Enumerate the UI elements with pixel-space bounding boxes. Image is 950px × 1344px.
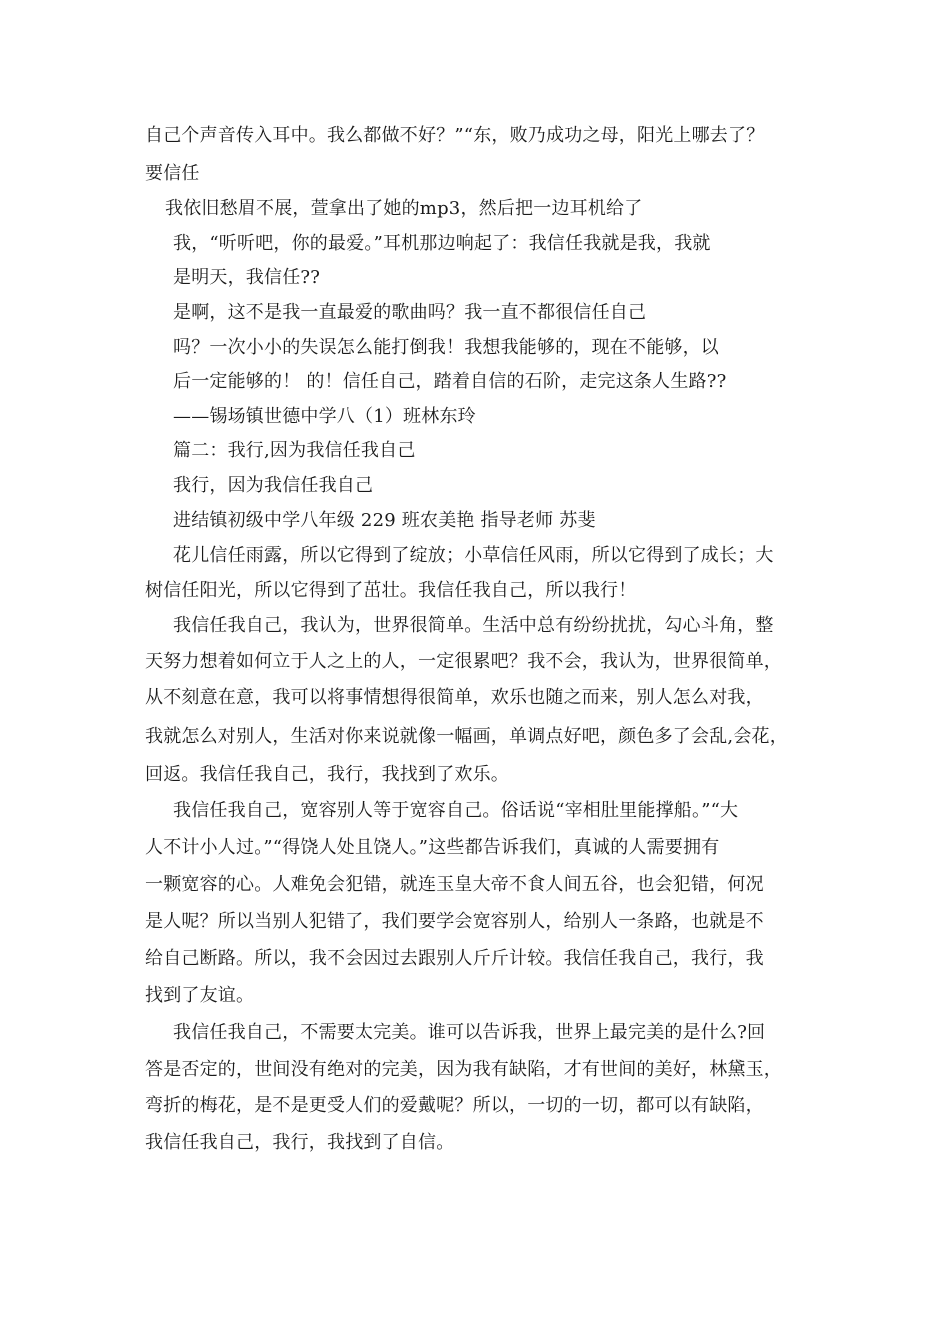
text-line: 答是否定的，世间没有绝对的完美，因为我有缺陷，才有世间的美好，林黛玉， [145, 1059, 782, 1080]
text-line: 一颗宽容的心。人难免会犯错，就连玉皇大帝不食人间五谷，也会犯错，何况 [145, 874, 764, 895]
text-line: 我信任我自己，我认为，世界很简单。生活中总有纷纷扰扰，勾心斗角，整 [173, 615, 774, 636]
text-line: 我就怎么对别人，生活对你来说就像一幅画，单调点好吧，颜色多了会乱,会花， [145, 726, 788, 747]
text-line: 要信任 [145, 163, 200, 184]
text-line: 从不刻意在意，我可以将事情想得很简单，欢乐也随之而来，别人怎么对我， [145, 687, 764, 708]
author-line: 进结镇初级中学八年级 229 班农美艳 指导老师 苏斐 [173, 510, 596, 531]
text-line: 是啊，这不是我一直最爱的歌曲吗？我一直不都很信任自己 [173, 302, 647, 323]
text-line: 花儿信任雨露，所以它得到了绽放；小草信任风雨，所以它得到了成长；大 [173, 545, 774, 566]
text-line: 回返。我信任我自己，我行，我找到了欢乐。 [145, 764, 509, 785]
author-line: ——锡场镇世德中学八（1）班林东玲 [173, 406, 476, 427]
text-line: 自己个声音传入耳中。我么都做不好？”“东，败乃成功之母，阳光上哪去了？ [145, 125, 765, 146]
text-line: 后一定能够的！ 的！信任自己，踏着自信的石阶，走完这条人生路?? [173, 371, 727, 392]
text-line: 弯折的梅花，是不是更受人们的爱戴呢？所以，一切的一切，都可以有缺陷， [145, 1095, 764, 1116]
text-line: 是明天，我信任?? [173, 267, 321, 288]
text-line: 我依旧愁眉不展，萱拿出了她的mp3，然后把一边耳机给了 [165, 198, 643, 219]
text-line: 给自己断路。所以，我不会因过去跟别人斤斤计较。我信任我自己，我行，我 [145, 948, 764, 969]
text-line: 吗？一次小小的失误怎么能打倒我！我想我能够的，现在不能够，以 [173, 337, 719, 358]
text-line: 是人呢？所以当别人犯错了，我们要学会宽容别人，给别人一条路，也就是不 [145, 911, 764, 932]
text-line: 我信任我自己，宽容别人等于宽容自己。俗话说“宰相肚里能撑船。”“大 [173, 800, 739, 821]
text-line: 天努力想着如何立于人之上的人，一定很累吧？我不会，我认为，世界很简单， [145, 651, 782, 672]
text-line: 我信任我自己，我行，我找到了自信。 [145, 1132, 455, 1153]
essay-title: 我行，因为我信任我自己 [173, 475, 374, 496]
text-line: 我信任我自己，不需要太完美。谁可以告诉我，世界上最完美的是什么?回 [173, 1022, 766, 1043]
section-heading: 篇二：我行,因为我信任我自己 [173, 440, 416, 461]
text-line: 树信任阳光，所以它得到了茁壮。我信任我自己，所以我行！ [145, 580, 637, 601]
text-line: 人不计小人过。”“得饶人处且饶人。”这些都告诉我们，真诚的人需要拥有 [145, 837, 720, 858]
text-line: 我，“听听吧，你的最爱。”耳机那边响起了：我信任我就是我，我就 [173, 233, 711, 254]
text-line: 找到了友谊。 [145, 985, 255, 1006]
